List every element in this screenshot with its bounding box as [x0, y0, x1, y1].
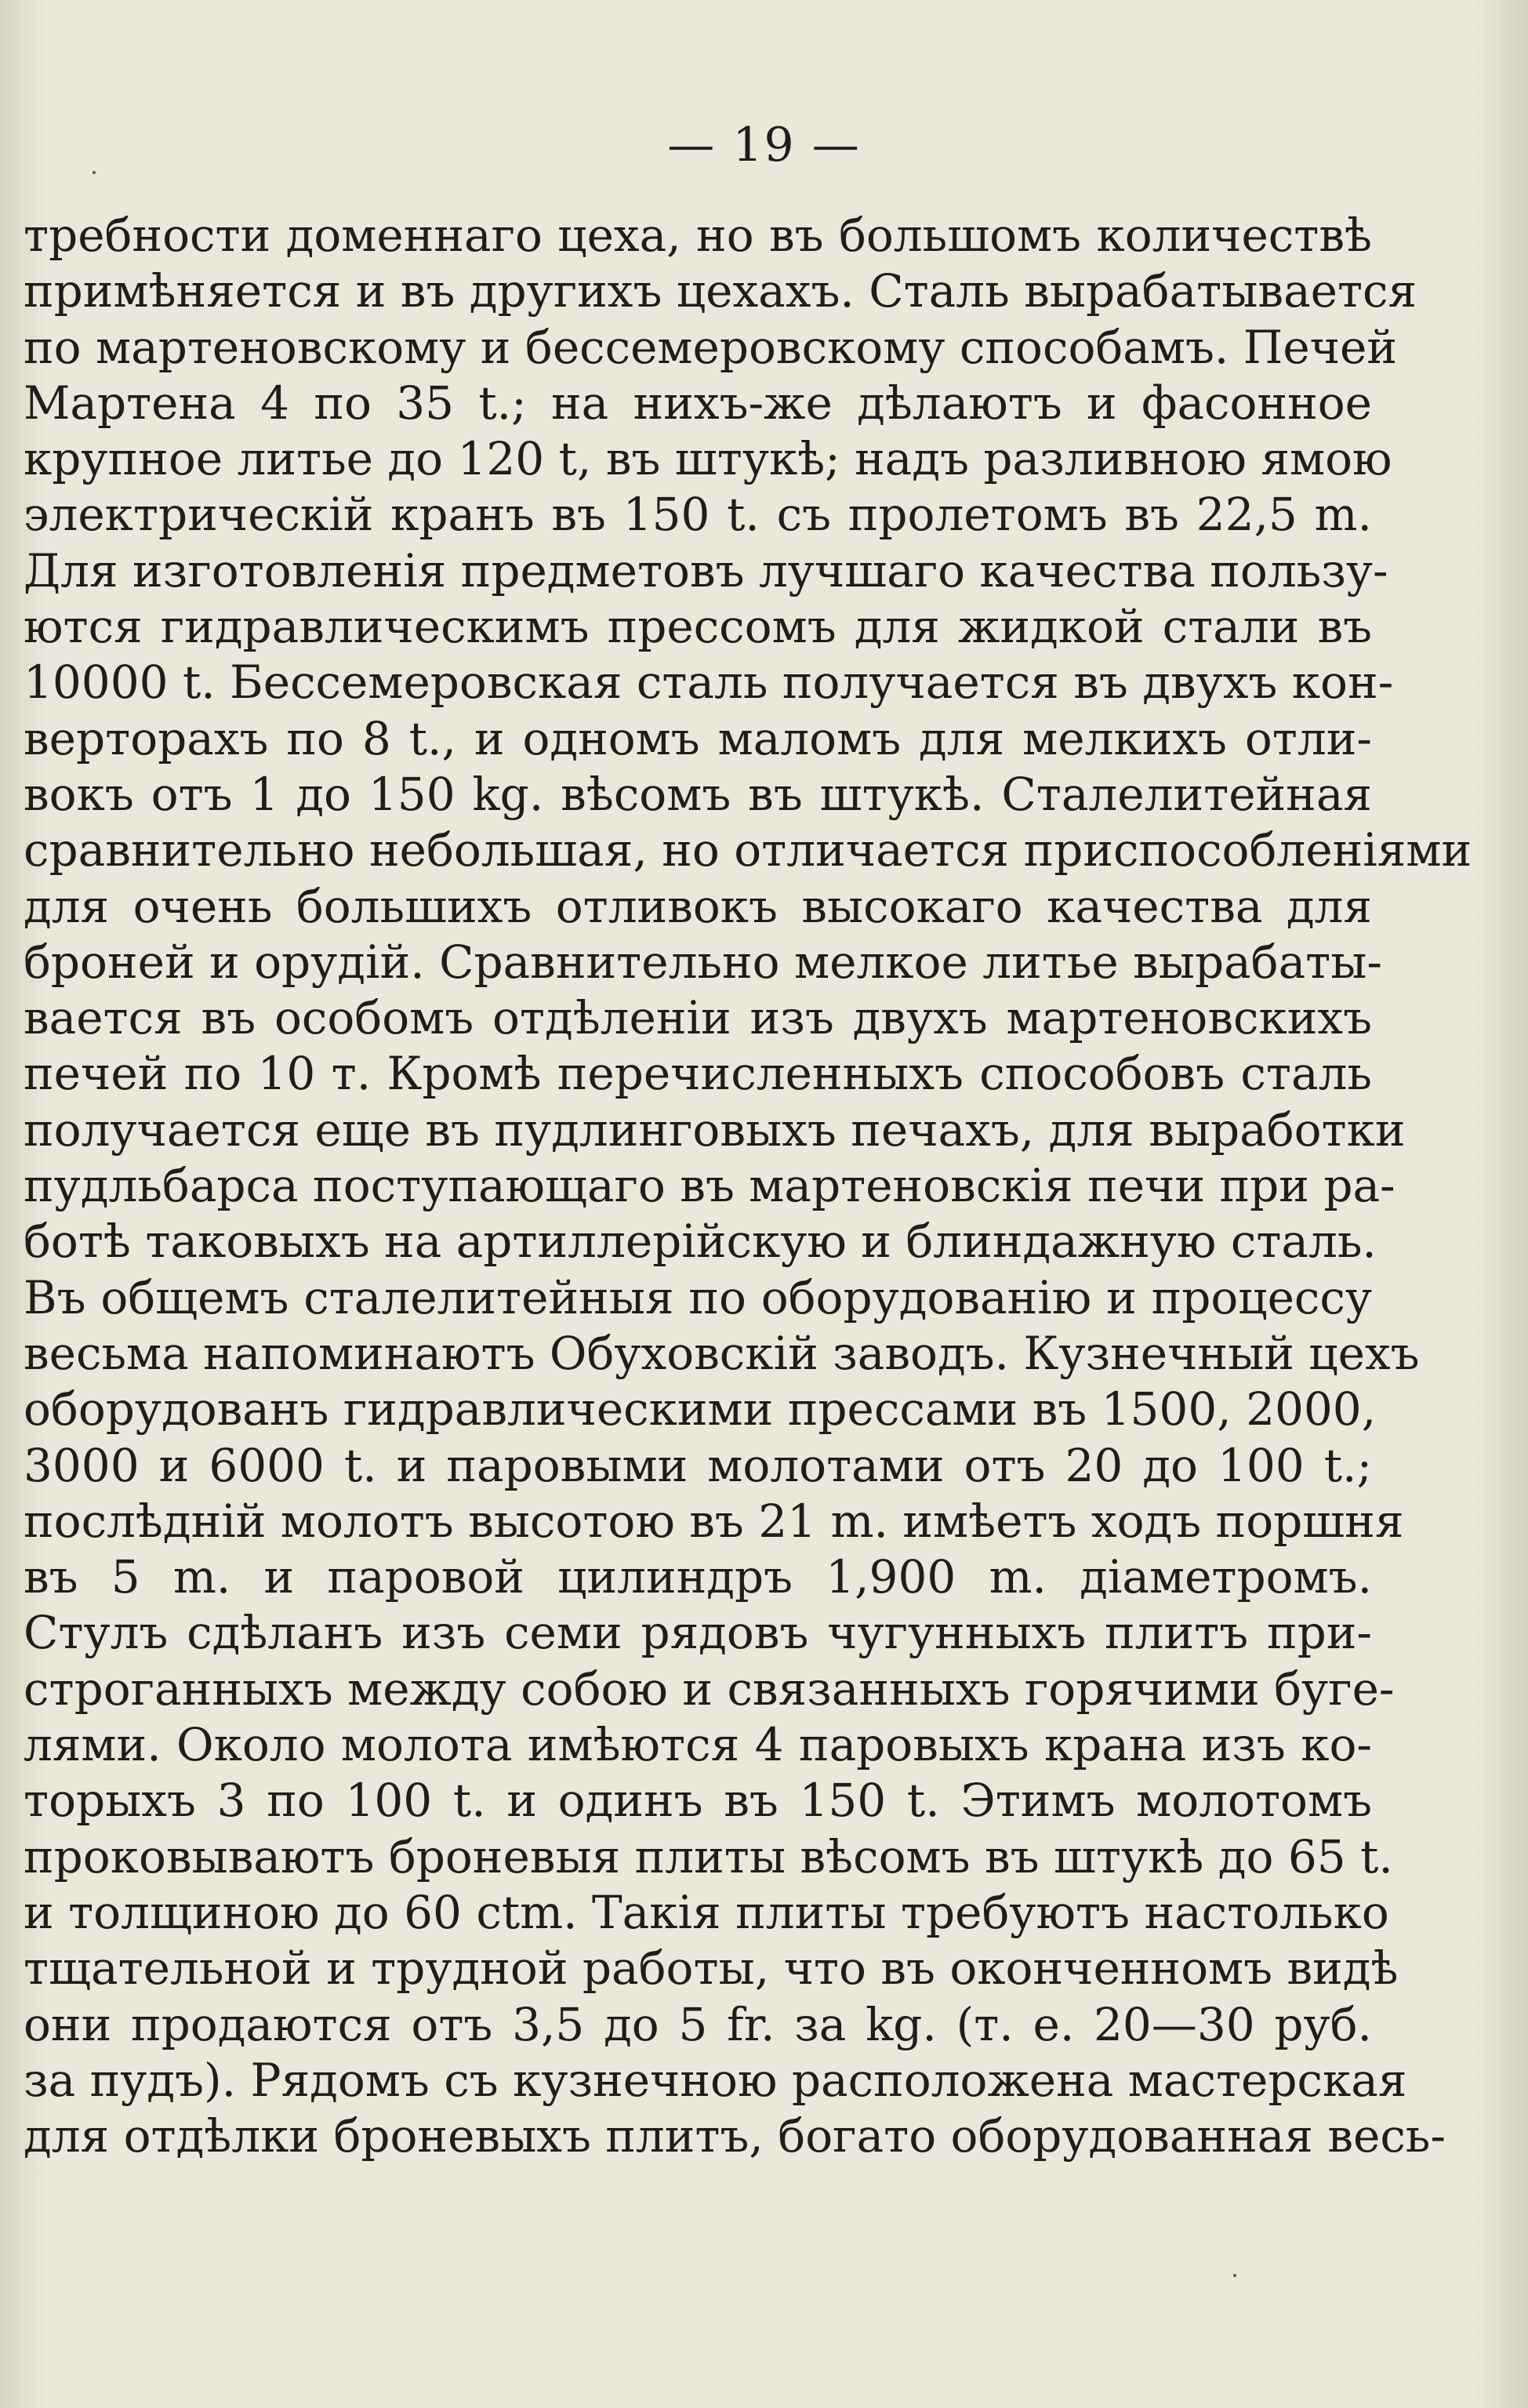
text-line: проковываютъ броневыя плиты вѣсомъ въ штукѣ до 65 t. [24, 1829, 1393, 1883]
text-line: требности доменнаго цеха, но въ большомъ количествѣ [24, 209, 1372, 262]
text-line: для очень большихъ отливокъ высокаго качества для [24, 879, 1372, 933]
text-line: примѣняется и въ другихъ цехахъ. Сталь вырабатывается [24, 264, 1417, 318]
text-line: ботѣ таковыхъ на артиллерійскую и блиндажную сталь. [24, 1215, 1377, 1269]
ink-speck [93, 171, 96, 174]
text-line: Для изготовленія предметовъ лучшаго качества пользу- [24, 543, 1388, 597]
text-line: строганныхъ между собою и связанныхъ горячими буге- [24, 1662, 1395, 1716]
text-line: Стулъ сдѣланъ изъ семи рядовъ чугунныхъ плитъ при- [24, 1606, 1372, 1660]
text-line: и толщиною до 60 ctm. Такія плиты требуютъ настолько [24, 1885, 1389, 1939]
text-line: 10000 t. Бессемеровская сталь получается въ двухъ кон- [24, 656, 1394, 710]
text-line: для отдѣлки броневыхъ плитъ, богато оборудованная весь- [24, 2109, 1446, 2163]
body-text [24, 208, 1472, 2164]
page-number: — 19 — [667, 118, 861, 173]
text-line: ются гидравлическимъ прессомъ для жидкой стали въ [24, 600, 1372, 654]
text-line: Мартена 4 по 35 t.; на нихъ-же дѣлаютъ и фасонное [24, 376, 1372, 430]
text-line: получается еще въ пудлинговыхъ печахъ, для выработки [24, 1102, 1406, 1157]
text-line: лями. Около молота имѣются 4 паровыхъ крана изъ ко- [24, 1718, 1372, 1772]
text-line: за пудъ). Рядомъ съ кузнечною расположена мастерская [24, 2053, 1407, 2107]
text-line: въ 5 m. и паровой цилиндръ 1,900 m. діаметромъ. [24, 1550, 1372, 1604]
text-line: по мартеновскому и бессемеровскому способамъ. Печей [24, 320, 1397, 374]
text-line: 3000 и 6000 t. и паровыми молотами отъ 20 до 100 t.; [24, 1438, 1372, 1492]
text-line: верторахъ по 8 t., и одномъ маломъ для мелкихъ отли- [24, 711, 1372, 765]
ink-speck [1233, 2274, 1236, 2277]
text-line: тщательной и трудной работы, что въ оконченномъ видѣ [24, 1941, 1399, 1996]
text-line: электрическій кранъ въ 150 t. съ пролетомъ въ 22,5 m. [24, 488, 1372, 542]
text-line: броней и орудій. Сравнительно мелкое литье вырабаты- [24, 935, 1383, 989]
text-line: вается въ особомъ отдѣленіи изъ двухъ мартеновскихъ [24, 991, 1372, 1045]
text-line: весьма напоминаютъ Обуховскій заводъ. Кузнечный цехъ [24, 1326, 1420, 1380]
text-line: крупное литье до 120 t, въ штукѣ; надъ разливною ямою [24, 432, 1392, 486]
text-line: пудльбарса поступающаго въ мартеновскія печи при ра- [24, 1159, 1396, 1213]
text-line: печей по 10 т. Кромѣ перечисленныхъ способовъ сталь [24, 1047, 1372, 1101]
text-line: сравнительно небольшая, но отличается приспособленіями [24, 823, 1472, 877]
text-line: вокъ отъ 1 до 150 kg. вѣсомъ въ штукѣ. Сталелитейная [24, 767, 1372, 821]
text-line: торыхъ 3 по 100 t. и одинъ въ 150 t. Этимъ молотомъ [24, 1774, 1372, 1828]
text-line: они продаются отъ 3,5 до 5 fr. за kg. (т. е. 20—30 руб. [24, 1997, 1372, 2051]
text-line: Въ общемъ сталелитейныя по оборудованію и процессу [24, 1270, 1372, 1324]
text-line: оборудованъ гидравлическими прессами въ 1500, 2000, [24, 1382, 1377, 1436]
text-line: послѣдній молотъ высотою въ 21 m. имѣетъ ходъ поршня [24, 1494, 1404, 1548]
